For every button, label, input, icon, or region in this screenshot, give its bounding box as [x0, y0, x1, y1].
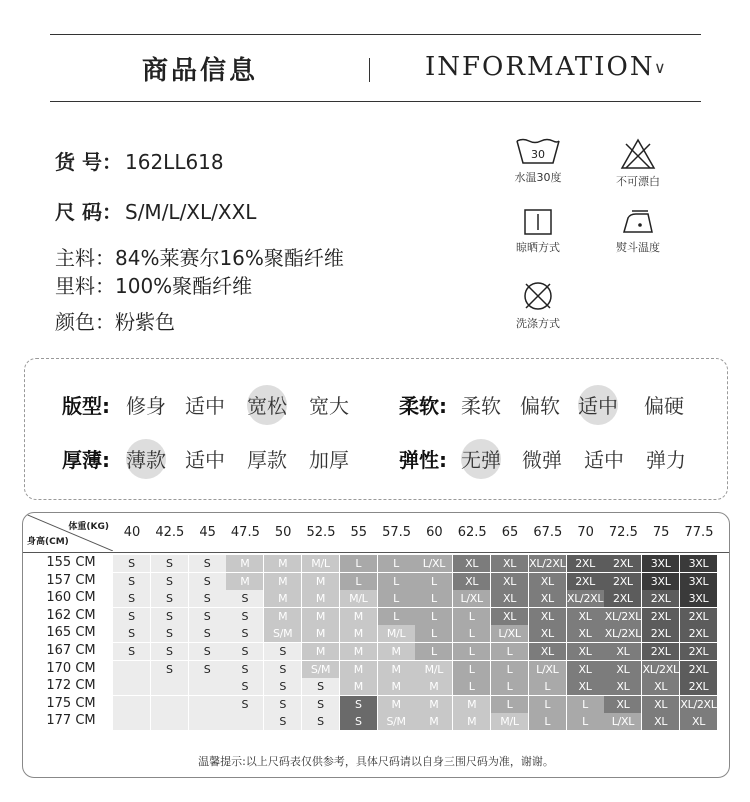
size-cell: M [302, 625, 339, 642]
size-cell: M [302, 608, 339, 625]
care-label-bleach: 不可漂白 [616, 175, 660, 188]
size-chart [22, 512, 730, 778]
size-cell: XL [680, 713, 717, 730]
size-cell [151, 678, 188, 695]
size-cell: M [302, 590, 339, 607]
size-cell: S [189, 661, 226, 678]
size-cell: L [491, 661, 528, 678]
iron-icon [620, 208, 656, 236]
size-cell: L [453, 625, 490, 642]
size-cell: L/XL [529, 661, 566, 678]
weight-header: 70 [577, 525, 594, 540]
size-cell: XL [567, 678, 604, 695]
attr-fit-label: 版型: [62, 394, 110, 418]
color-row: 颜色：粉紫色 [55, 310, 175, 334]
size-cell: XL [567, 643, 604, 660]
fabric-lining: 里料：100%聚酯纤维 [55, 274, 253, 298]
size-cell: 2XL [642, 608, 679, 625]
height-header: 177 CM [46, 713, 96, 729]
size-cell: 2XL [642, 643, 679, 660]
care-dryclean [498, 280, 578, 331]
weight-header: 55 [350, 525, 368, 540]
size-cell: S [264, 678, 301, 695]
attr-softness-option: 柔软 [461, 394, 501, 418]
size-cell: 2XL [604, 590, 641, 607]
size-cell: L [453, 608, 490, 625]
item-number-row [55, 146, 224, 175]
height-header: 155 CM [46, 555, 96, 570]
care-label-iron: 熨斗温度 [616, 241, 660, 254]
size-cell [189, 713, 226, 730]
no-dryclean-icon [522, 280, 554, 312]
size-cell: 2XL [680, 625, 717, 642]
size-cell: S [226, 643, 263, 660]
size-cell: S [151, 590, 188, 607]
size-cell: XL [529, 573, 566, 590]
size-cell [113, 696, 150, 713]
size-cell: XL/2XL [642, 662, 679, 676]
attr-fit-option: 修身 [126, 394, 166, 418]
size-cell: L [567, 713, 604, 730]
size-cell: S [113, 555, 150, 572]
attr-softness-option-selected: 适中 [578, 390, 618, 419]
section-title-en: INFORMATION [425, 52, 655, 82]
size-cell: L [453, 643, 490, 660]
weight-header: 45 [199, 525, 216, 540]
size-cell: S [189, 555, 226, 572]
weight-header: 42.5 [155, 525, 185, 540]
size-cell: XL [529, 625, 566, 642]
size-cell: S [113, 590, 150, 607]
size-cell: M [415, 713, 452, 730]
size-cell: XL [529, 643, 566, 660]
size-value: S/M/L/XL/XXL [125, 200, 257, 224]
size-cell: S [264, 713, 301, 730]
size-cell: XL [642, 696, 679, 713]
size-cell: XL/2XL [604, 627, 641, 641]
size-cell: L [491, 696, 528, 713]
fabric-main: 主料：84%莱赛尔16%聚酯纤维 [55, 246, 344, 270]
size-cell: M/L [491, 713, 528, 730]
size-cell: S [302, 678, 339, 695]
size-cell: 3XL [642, 555, 679, 572]
care-bleach [598, 138, 678, 189]
size-cell: S [113, 608, 150, 625]
attribute-panel [24, 358, 728, 500]
size-cell: S [189, 608, 226, 625]
size-cell: 3XL [680, 555, 717, 572]
wash-temp: 30 [531, 148, 545, 161]
size-cell: S [151, 573, 188, 590]
size-cell: 2XL [642, 625, 679, 642]
table-corner [23, 513, 113, 551]
size-cell: XL [604, 678, 641, 695]
size-cell: S [113, 643, 150, 660]
size-cell: S [189, 625, 226, 642]
size-cell: S [151, 661, 188, 678]
size-label: 尺 码： [55, 200, 122, 224]
size-cell: M [302, 643, 339, 660]
attr-elasticity-label: 弹性: [399, 448, 447, 472]
size-cell: S [189, 643, 226, 660]
size-cell: M [453, 696, 490, 713]
size-cell: 2XL [680, 643, 717, 660]
weight-header: 60 [426, 525, 443, 540]
header-divider [23, 552, 729, 553]
size-cell [189, 678, 226, 695]
care-dry [498, 208, 578, 255]
size-cell: XL [604, 661, 641, 678]
size-cell: 2XL [604, 555, 641, 572]
size-cell: XL/2XL [604, 609, 641, 623]
height-header: 170 CM [46, 660, 96, 676]
size-note: 温馨提示:以上尺码表仅供参考，具体尺码请以自身三围尺码为准，谢谢。 [198, 755, 554, 768]
weight-header: 77.5 [684, 525, 714, 540]
height-header: 160 CM [46, 590, 96, 606]
size-cell: XL [567, 661, 604, 678]
attr-softness-option: 偏硬 [644, 394, 684, 418]
size-cell: L/XL [491, 625, 528, 642]
size-cell: S [151, 555, 188, 572]
size-cell: 3XL [680, 573, 717, 590]
size-cell: 2XL [680, 678, 717, 695]
attr-fit-option: 宽大 [309, 394, 349, 418]
size-cell: L [340, 555, 377, 572]
title-separator [369, 58, 370, 82]
section-title-cn: 商品信息 [142, 56, 259, 86]
size-cell: S [226, 696, 263, 713]
size-cell: L [415, 643, 452, 660]
size-cell: S [226, 590, 263, 607]
attr-fit-option-selected: 宽松 [247, 390, 287, 419]
care-iron [598, 208, 678, 255]
size-cell: M [340, 625, 377, 642]
size-cell: L [529, 678, 566, 695]
attr-thickness-option: 加厚 [309, 448, 349, 472]
attr-elasticity-option: 微弹 [522, 448, 562, 472]
size-cell: S [226, 608, 263, 625]
height-header: 172 CM [46, 678, 96, 694]
height-header: 165 CM [46, 625, 96, 641]
size-cell: XL [604, 643, 641, 660]
corner-weight-label: 体重(KG) [68, 522, 109, 532]
size-cell: M [264, 555, 301, 572]
size-cell: S [226, 625, 263, 642]
size-cell: M [378, 661, 415, 678]
attr-fit-option: 适中 [185, 394, 225, 418]
size-cell: L [378, 590, 415, 607]
height-header: 157 CM [46, 572, 96, 588]
size-cell: S [226, 661, 263, 678]
size-cell: M/L [340, 590, 377, 607]
size-cell: XL/2XL [529, 557, 566, 570]
dry-shade-icon [523, 208, 553, 236]
size-cell: XL/2XL [566, 592, 604, 606]
weight-header: 57.5 [382, 525, 412, 540]
weight-header: 50 [274, 525, 292, 540]
attr-thickness-label: 厚薄: [62, 448, 110, 472]
size-cell: M [264, 573, 301, 590]
size-cell: L [378, 573, 415, 590]
weight-header: 47.5 [230, 525, 260, 540]
size-cell: XL [604, 696, 641, 713]
size-cell: XL [529, 590, 566, 607]
size-cell: M [226, 555, 263, 572]
size-cell: 2XL [642, 590, 679, 607]
size-cell: M [415, 696, 452, 713]
size-cell: M [264, 590, 301, 607]
chevron-down-icon: ∨ [654, 58, 666, 77]
size-cell: L [415, 590, 452, 607]
item-number-value: 162LL618 [125, 150, 224, 174]
attr-thickness-option-selected: 薄款 [126, 444, 166, 473]
size-cell: S [264, 661, 301, 678]
size-cell: XL/2XL [680, 697, 717, 711]
no-bleach-icon [620, 138, 656, 170]
size-cell: L/XL [453, 590, 490, 607]
size-cell: XL [491, 573, 528, 590]
size-cell: M/L [378, 625, 415, 642]
size-cell: M [453, 713, 490, 730]
size-cell [226, 713, 263, 730]
size-cell: M [264, 608, 301, 625]
size-cell: S [151, 643, 188, 660]
size-cell: L [491, 643, 528, 660]
size-cell: 3XL [642, 573, 679, 590]
size-cell: M/L [415, 661, 452, 678]
size-cell [151, 696, 188, 713]
size-cell: M [378, 678, 415, 695]
attr-softness-option: 偏软 [520, 394, 560, 418]
attr-thickness-option: 适中 [185, 448, 225, 472]
care-label-dry: 晾晒方式 [516, 241, 560, 254]
size-cell: S [189, 590, 226, 607]
size-cell: S [340, 696, 377, 713]
size-cell: S/M [264, 625, 301, 642]
size-cell: L [453, 678, 490, 695]
size-cell: S [302, 713, 339, 730]
wash-30-icon [515, 138, 561, 166]
size-cell: S [302, 696, 339, 713]
size-cell: XL [642, 678, 679, 695]
size-cell: XL [491, 555, 528, 572]
size-cell: M/L [302, 555, 339, 572]
size-cell: XL [567, 608, 604, 625]
size-cell: S [226, 678, 263, 695]
height-header: 175 CM [46, 695, 96, 711]
size-cell: L [529, 696, 566, 713]
care-label-dryclean: 洗涤方式 [516, 317, 560, 330]
size-cell: L [415, 625, 452, 642]
item-number-label: 货 号： [55, 150, 122, 174]
weight-header: 65 [501, 525, 519, 540]
care-label-wash: 水温30度 [514, 171, 562, 184]
size-cell: L [378, 608, 415, 625]
size-cell: 2XL [567, 555, 604, 572]
size-cell: S [151, 608, 188, 625]
size-cell: S [151, 625, 188, 642]
size-cell: S/M [378, 713, 415, 730]
size-cell: 2XL [680, 661, 717, 678]
size-cell: M [415, 678, 452, 695]
size-cell: L [378, 555, 415, 572]
size-cell: M [340, 678, 377, 695]
size-cell: XL [642, 713, 679, 730]
size-cell: M [340, 643, 377, 660]
weight-header: 62.5 [457, 525, 487, 540]
size-row [55, 196, 256, 225]
care-wash [498, 138, 578, 185]
size-cell: S [113, 573, 150, 590]
size-cell: M [378, 643, 415, 660]
size-cell [113, 678, 150, 695]
size-cell: XL [491, 590, 528, 607]
size-cell: XL [567, 625, 604, 642]
size-cell: S [264, 643, 301, 660]
height-header: 162 CM [46, 607, 96, 623]
size-cell: L/XL [604, 713, 641, 730]
weight-header: 40 [123, 525, 141, 540]
size-cell: M [340, 661, 377, 678]
size-cell: L [415, 608, 452, 625]
size-cell: XL [453, 555, 490, 572]
size-cell: S [264, 696, 301, 713]
attr-softness-label: 柔软: [399, 394, 447, 418]
size-cell [151, 713, 188, 730]
size-cell [113, 713, 150, 730]
size-cell: S/M [302, 661, 339, 678]
bottom-divider [50, 101, 701, 102]
size-cell: S [113, 625, 150, 642]
height-header: 167 CM [46, 643, 96, 658]
size-cell: M [340, 608, 377, 625]
attr-elasticity-option: 弹力 [646, 448, 686, 472]
size-cell: S [189, 573, 226, 590]
size-cell: 2XL [680, 608, 717, 625]
attr-elasticity-option: 适中 [584, 448, 624, 472]
weight-header: 72.5 [608, 525, 638, 540]
size-cell: L [491, 678, 528, 695]
size-cell [189, 696, 226, 713]
size-cell: L [415, 573, 452, 590]
weight-header: 52.5 [306, 525, 336, 540]
size-cell: 2XL [604, 573, 641, 590]
size-cell: L [340, 573, 377, 590]
size-cell: M [226, 573, 263, 590]
corner-height-label: 身高(CM) [27, 537, 69, 547]
size-cell [113, 661, 150, 678]
size-cell: XL [491, 608, 528, 625]
size-cell: 2XL [567, 573, 604, 590]
size-cell: L [529, 713, 566, 730]
size-cell: L/XL [415, 555, 452, 572]
attr-elasticity-option-selected: 无弹 [461, 444, 501, 473]
size-cell: XL [453, 573, 490, 590]
top-divider [50, 34, 701, 35]
size-cell: 3XL [680, 590, 717, 607]
weight-header: 67.5 [533, 525, 563, 540]
weight-header: 75 [652, 525, 670, 540]
size-cell: L [567, 696, 604, 713]
size-cell: M [378, 696, 415, 713]
size-cell: XL [529, 608, 566, 625]
size-cell: M [302, 573, 339, 590]
attr-thickness-option: 厚款 [247, 448, 287, 472]
size-cell: L [453, 661, 490, 678]
size-cell: S [340, 713, 377, 730]
